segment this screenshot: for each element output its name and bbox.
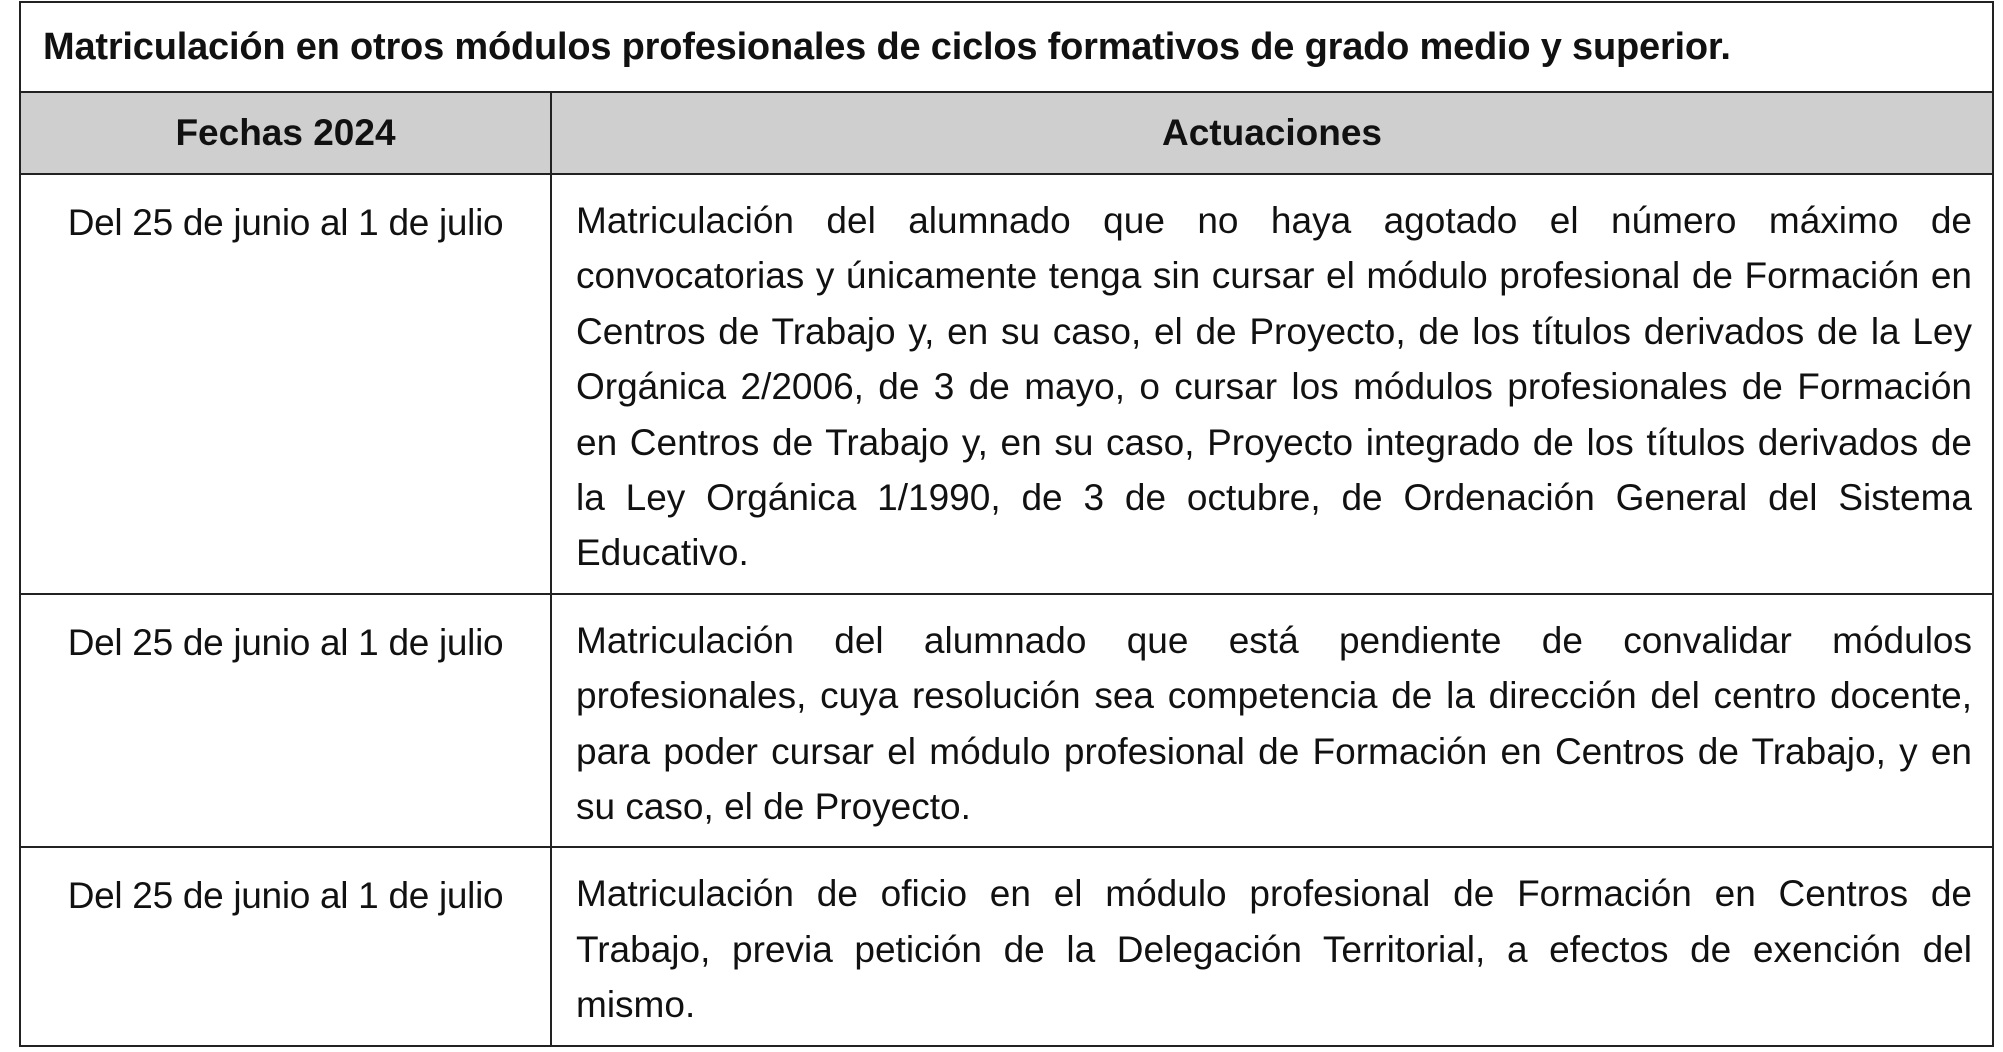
table-row <box>20 594 1993 848</box>
column-header-dates: Fechas 2024 <box>20 92 551 174</box>
date-cell: Del 25 de junio al 1 de julio <box>20 594 551 848</box>
table-header-row <box>20 92 1993 174</box>
action-cell: Matriculación del alumnado que no haya agotado el número máximo de convocatorias y únicamente tenga sin cursar el módulo profesional de Formación en Centros de Trabajo y, en su caso, el de Proyecto, de los títulos derivados de la Ley Orgánica 2/2006, de 3 de mayo, o cursar los módulos profesionales de Formación en Centros de Trabajo y, en su caso, Proyecto integrado de los títulos derivados de la Ley Orgánica 1/1990, de 3 de octubre, de Ordenación General del Sistema Educativo. <box>551 174 1993 594</box>
table-row <box>20 174 1993 594</box>
date-cell: Del 25 de junio al 1 de julio <box>20 174 551 594</box>
date-cell: Del 25 de junio al 1 de julio <box>20 847 551 1045</box>
table-row <box>20 847 1993 1045</box>
action-cell: Matriculación del alumnado que está pendiente de convalidar módulos profesionales, cuya resolución sea competencia de la dirección del centro docente, para poder cursar el módulo profesional de Formación en Centros de Trabajo, y en su caso, el de Proyecto. <box>551 594 1993 848</box>
action-cell: Matriculación de oficio en el módulo profesional de Formación en Centros de Trabajo, previa petición de la Delegación Territorial, a efectos de exención del mismo. <box>551 847 1993 1045</box>
column-header-actions: Actuaciones <box>551 92 1993 174</box>
table-title-row <box>20 2 1993 92</box>
table-title: Matriculación en otros módulos profesionales de ciclos formativos de grado medio y superior. <box>20 2 1993 92</box>
enrollment-schedule-table <box>19 1 1994 1047</box>
